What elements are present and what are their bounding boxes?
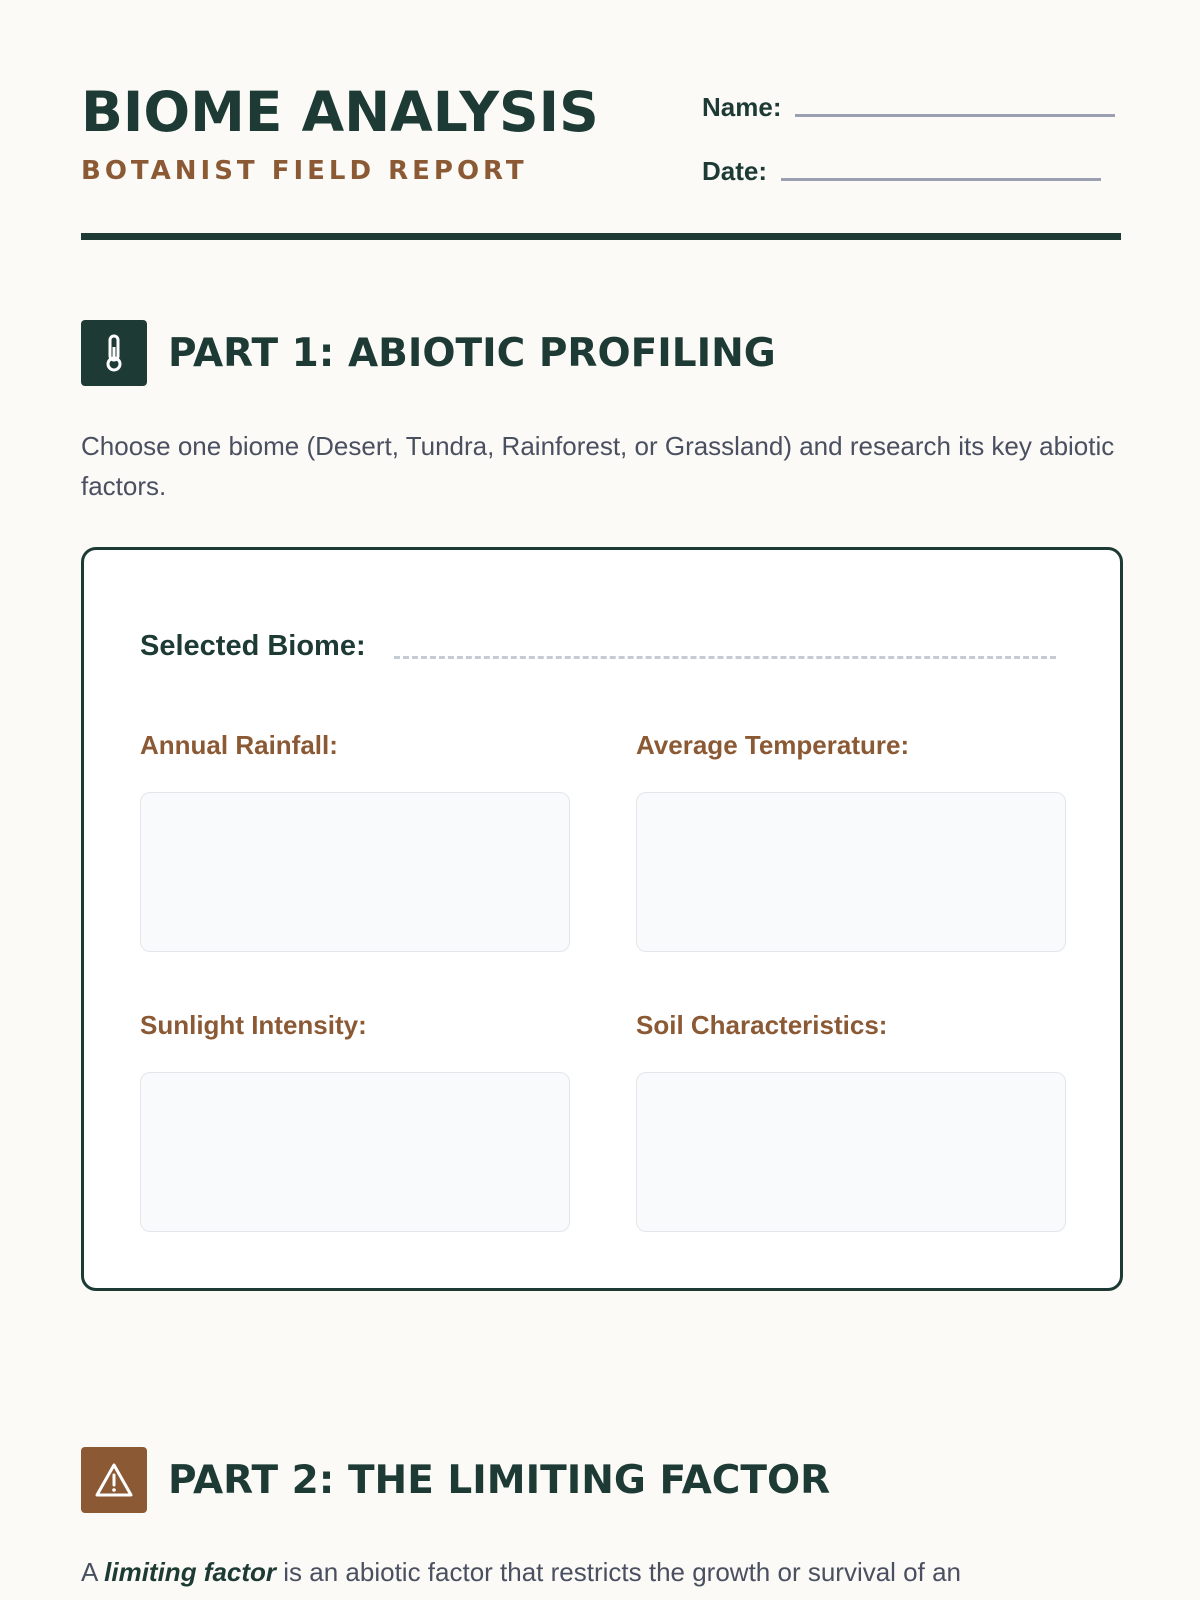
date-row bbox=[702, 156, 1101, 187]
sunlight-intensity-input[interactable] bbox=[140, 1072, 570, 1232]
thermometer-icon bbox=[81, 320, 147, 386]
page-title: BIOME ANALYSIS bbox=[81, 80, 599, 144]
part2-title: PART 2: THE LIMITING FACTOR bbox=[168, 1457, 831, 1503]
part2-text-rest: is an abiotic factor that restricts the growth or survival of an bbox=[276, 1557, 962, 1587]
part1-instructions: Choose one biome (Desert, Tundra, Rainforest, or Grassland) and research its key abiotic factors. bbox=[81, 431, 1115, 501]
sunlight-intensity-label: Sunlight Intensity: bbox=[140, 1010, 367, 1040]
header-divider bbox=[81, 233, 1121, 240]
part2-definition bbox=[81, 1552, 1121, 1592]
average-temperature-label: Average Temperature: bbox=[636, 730, 910, 760]
selected-biome-label: Selected Biome: bbox=[140, 630, 366, 662]
annual-rainfall-label: Annual Rainfall: bbox=[140, 730, 338, 760]
name-row bbox=[702, 92, 1115, 123]
selected-biome-row bbox=[140, 630, 1056, 663]
soil-characteristics-input[interactable] bbox=[636, 1072, 1066, 1232]
page-subtitle: BOTANIST FIELD REPORT bbox=[81, 156, 528, 186]
selected-biome-input[interactable] bbox=[394, 656, 1056, 659]
name-label: Name: bbox=[702, 92, 782, 122]
limiting-factor-term: limiting factor bbox=[104, 1557, 277, 1587]
part2-text-prefix: A bbox=[81, 1557, 105, 1587]
part1-header bbox=[81, 320, 776, 386]
date-field[interactable] bbox=[781, 178, 1101, 181]
average-temperature-input[interactable] bbox=[636, 792, 1066, 952]
part1-title: PART 1: ABIOTIC PROFILING bbox=[168, 330, 776, 376]
name-field[interactable] bbox=[795, 114, 1115, 117]
date-label: Date: bbox=[702, 156, 768, 186]
abiotic-profile-card bbox=[81, 547, 1123, 1291]
soil-characteristics-label: Soil Characteristics: bbox=[636, 1010, 888, 1040]
warning-icon bbox=[81, 1447, 147, 1513]
annual-rainfall-input[interactable] bbox=[140, 792, 570, 952]
part2-header bbox=[81, 1447, 830, 1513]
